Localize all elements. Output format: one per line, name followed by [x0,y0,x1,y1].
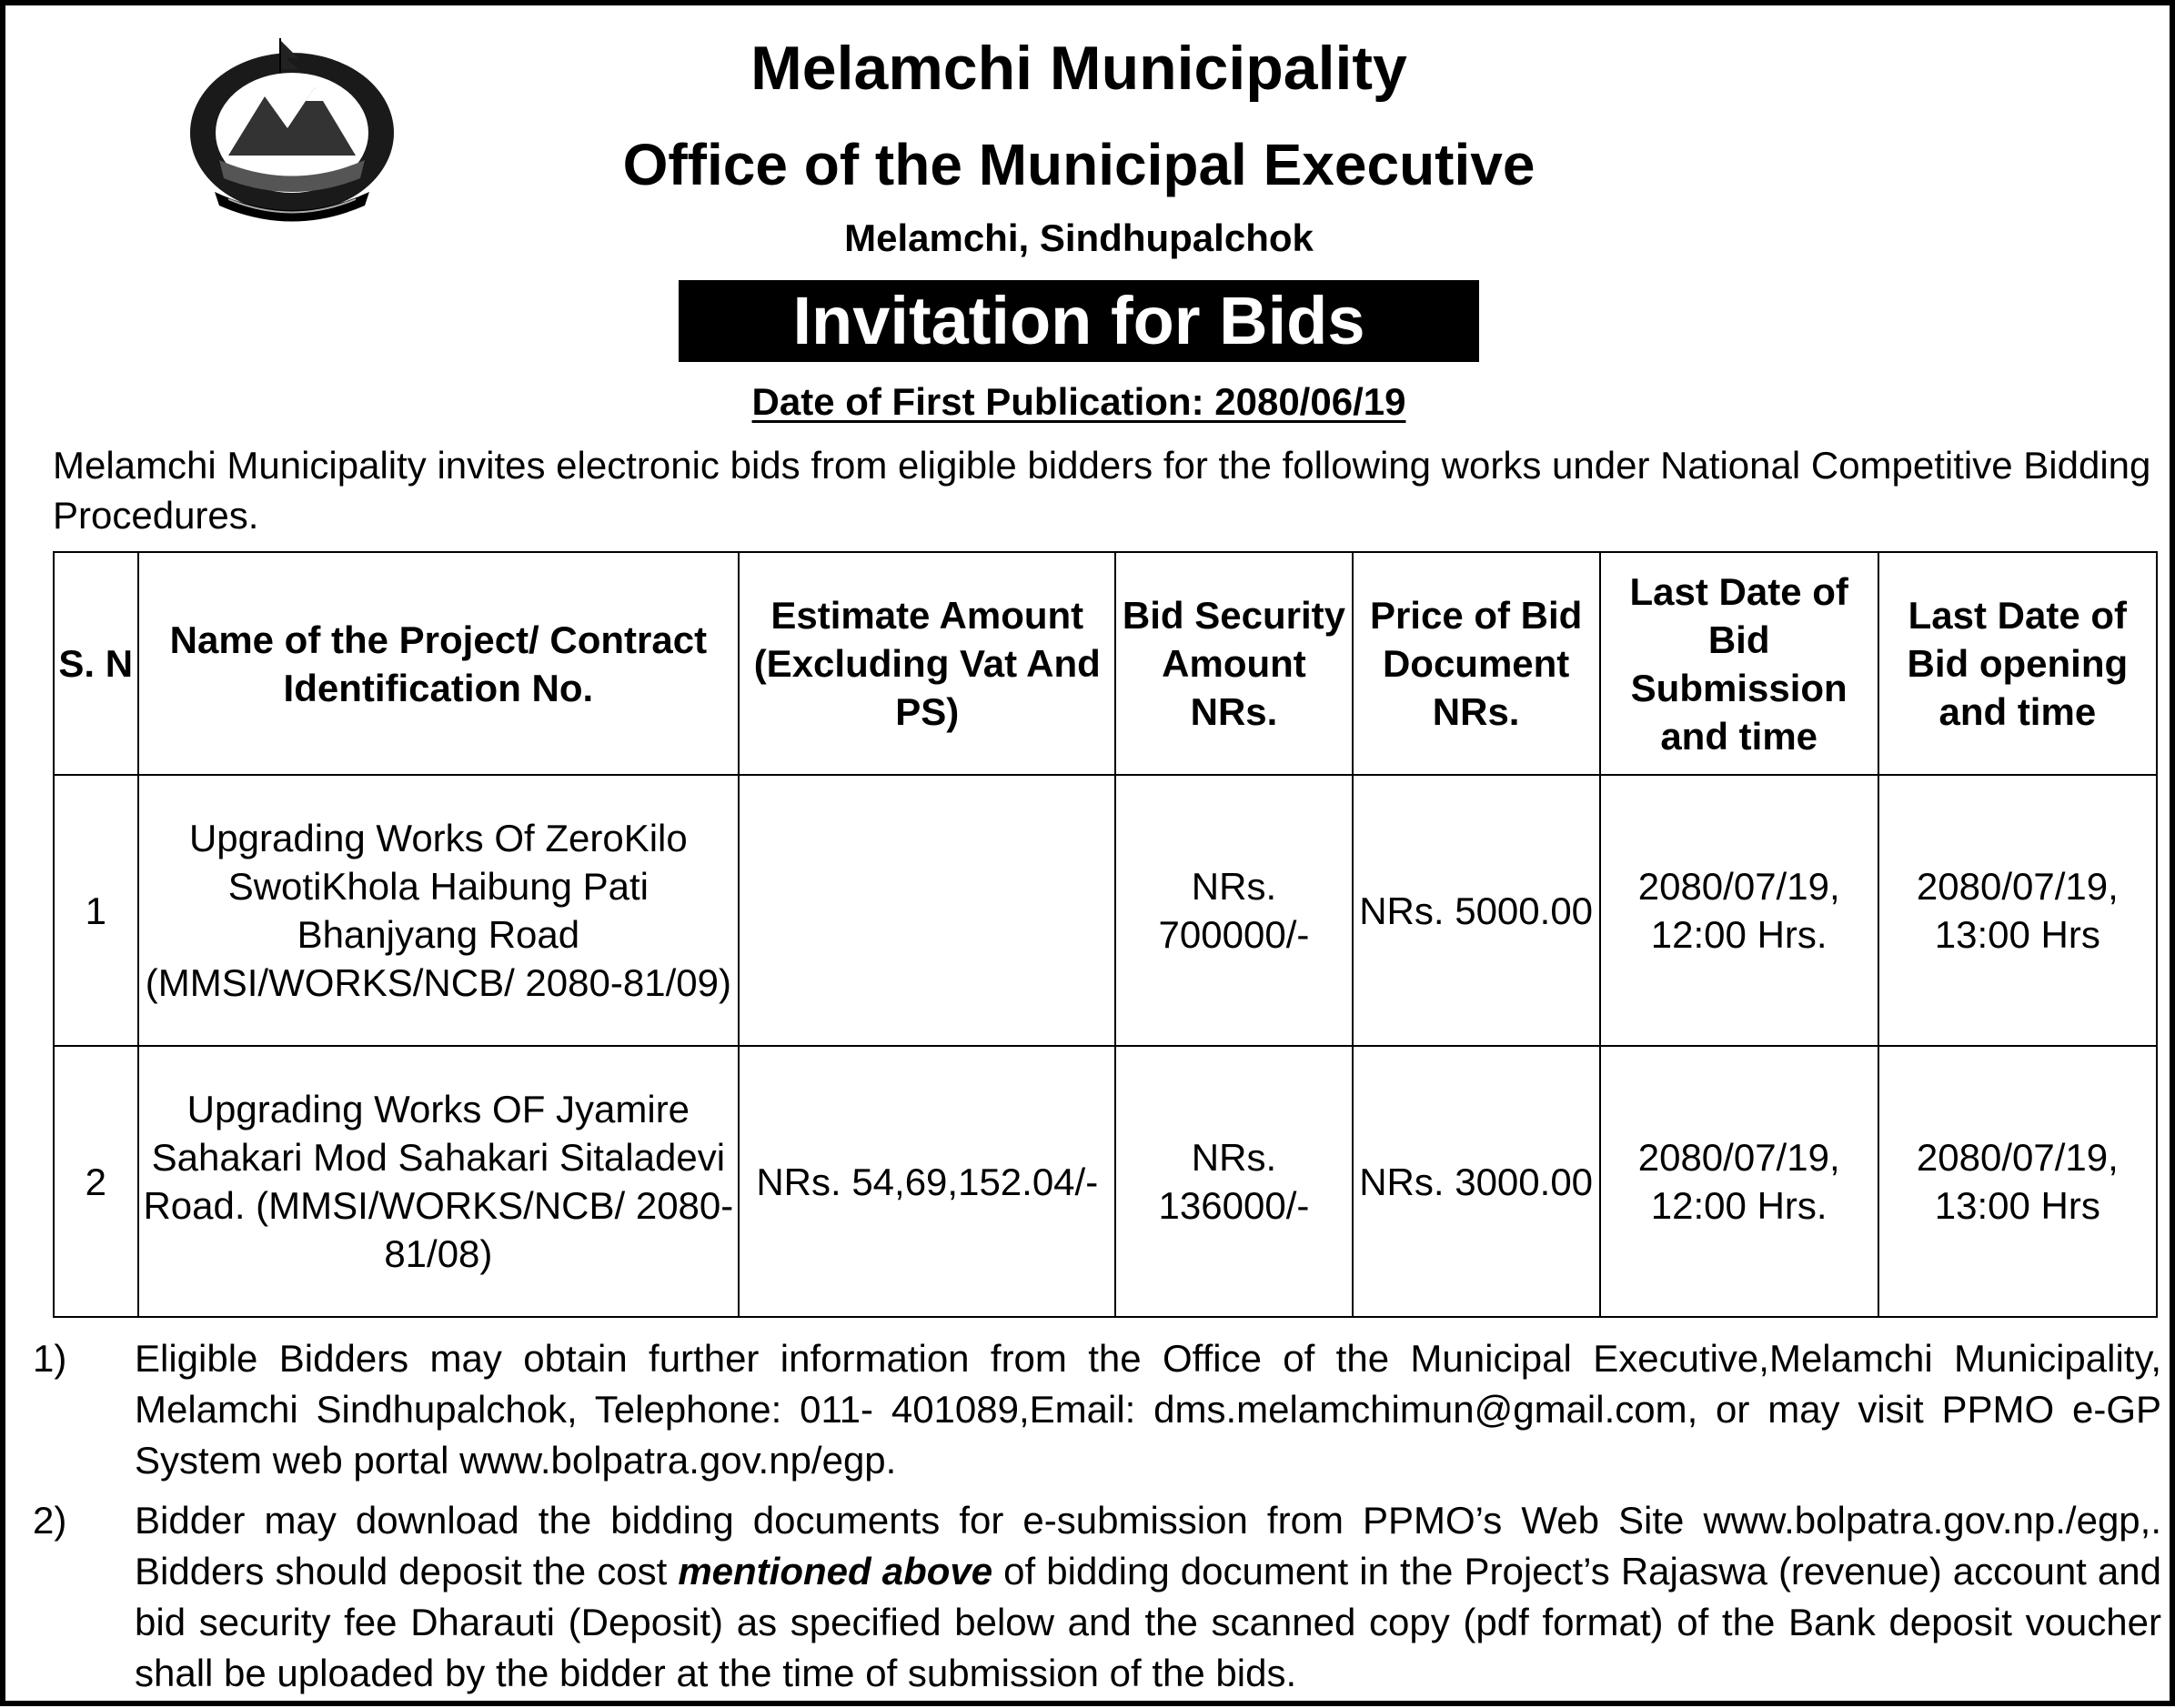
row-sn: 1 [54,775,138,1046]
note-number: 1) [33,1337,67,1380]
row-opening-date: 2080/07/19, 13:00 Hrs [1878,775,2157,1046]
header-document-price: Price of Bid Document NRs. [1353,552,1600,775]
row-estimate-amount [739,775,1115,1046]
list-item [33,1495,2161,1699]
note-text-emphasis: mentioned above [678,1550,993,1592]
row-project-name: Upgrading Works OF Jyamire Sahakari Mod Sahakari Sitaladevi Road. (MMSI/WORKS/NCB/ 2080-81/08) [138,1046,740,1317]
row-bid-security: NRs. 136000/- [1115,1046,1352,1317]
publication-date-text: Date of First Publication: 2080/06/19 [751,380,1406,423]
table-header-row [54,552,2157,775]
header-bid-security: Bid Security Amount NRs. [1115,552,1352,775]
note-text-before: Bidder may download the bidding documents for e-submission from PPMO’s Web Site www.bolpatra.gov.np./egp,. Bidders should deposit the cost [135,1499,2161,1592]
header-estimate-amount: Estimate Amount (Excluding Vat And PS) [739,552,1115,775]
row-bid-security: NRs. 700000/- [1115,775,1352,1046]
row-opening-date: 2080/07/19, 13:00 Hrs [1878,1046,2157,1317]
note-text: Eligible Bidders may obtain further information from the Office of the Municipal Executive,Melamchi Municipality, Melamchi Sindhupalchok, Telephone: 011- 401089,Email: dms.melamchimun@gmail.com, or may visit PPMO e-GP System web portal www.bolpatra.gov.np/egp. [135,1337,2161,1482]
intro-paragraph: Melamchi Municipality invites electronic bids from eligible bidders for the following works under National Competitive Bidding Procedures. [53,444,2151,537]
header-opening-date: Last Date of Bid opening and time [1878,552,2157,775]
bids-table [53,551,2158,1318]
row-document-price: NRs. 3000.00 [1353,1046,1600,1317]
publication-date [5,380,2152,424]
row-submission-date: 2080/07/19, 12:00 Hrs. [1600,1046,1878,1317]
table-row [54,1046,2157,1317]
note-text-after: of bidding document in the Project’s Rajaswa (revenue) account and bid security fee Dharauti (Deposit) as specified below and the scanned copy (pdf format) of the Bank deposit voucher shall be uploaded by the bidder at the time of submission of the bids. [135,1550,2161,1694]
row-estimate-amount: NRs. 54,69,152.04/- [739,1046,1115,1317]
header-sn: S. N [54,552,138,775]
header-project-name: Name of the Project/ Contract Identification No. [138,552,740,775]
municipality-title: Melamchi Municipality [750,34,1407,103]
notes-list [33,1333,2161,1708]
list-item [33,1333,2161,1486]
note-text [135,1495,2161,1699]
table-row [54,775,2157,1046]
row-project-name: Upgrading Works Of ZeroKilo SwotiKhola Haibung Pati Bhanjyang Road (MMSI/WORKS/NCB/ 2080-81/09) [138,775,740,1046]
invitation-banner: Invitation for Bids [679,280,1479,362]
header-submission-date: Last Date of Bid Submission and time [1600,552,1878,775]
office-subtitle: Office of the Municipal Executive [622,132,1536,197]
note-number: 2) [33,1499,67,1542]
row-submission-date: 2080/07/19, 12:00 Hrs. [1600,775,1878,1046]
row-document-price: NRs. 5000.00 [1353,775,1600,1046]
office-location: Melamchi, Sindhupalchok [844,216,1314,259]
row-sn: 2 [54,1046,138,1317]
